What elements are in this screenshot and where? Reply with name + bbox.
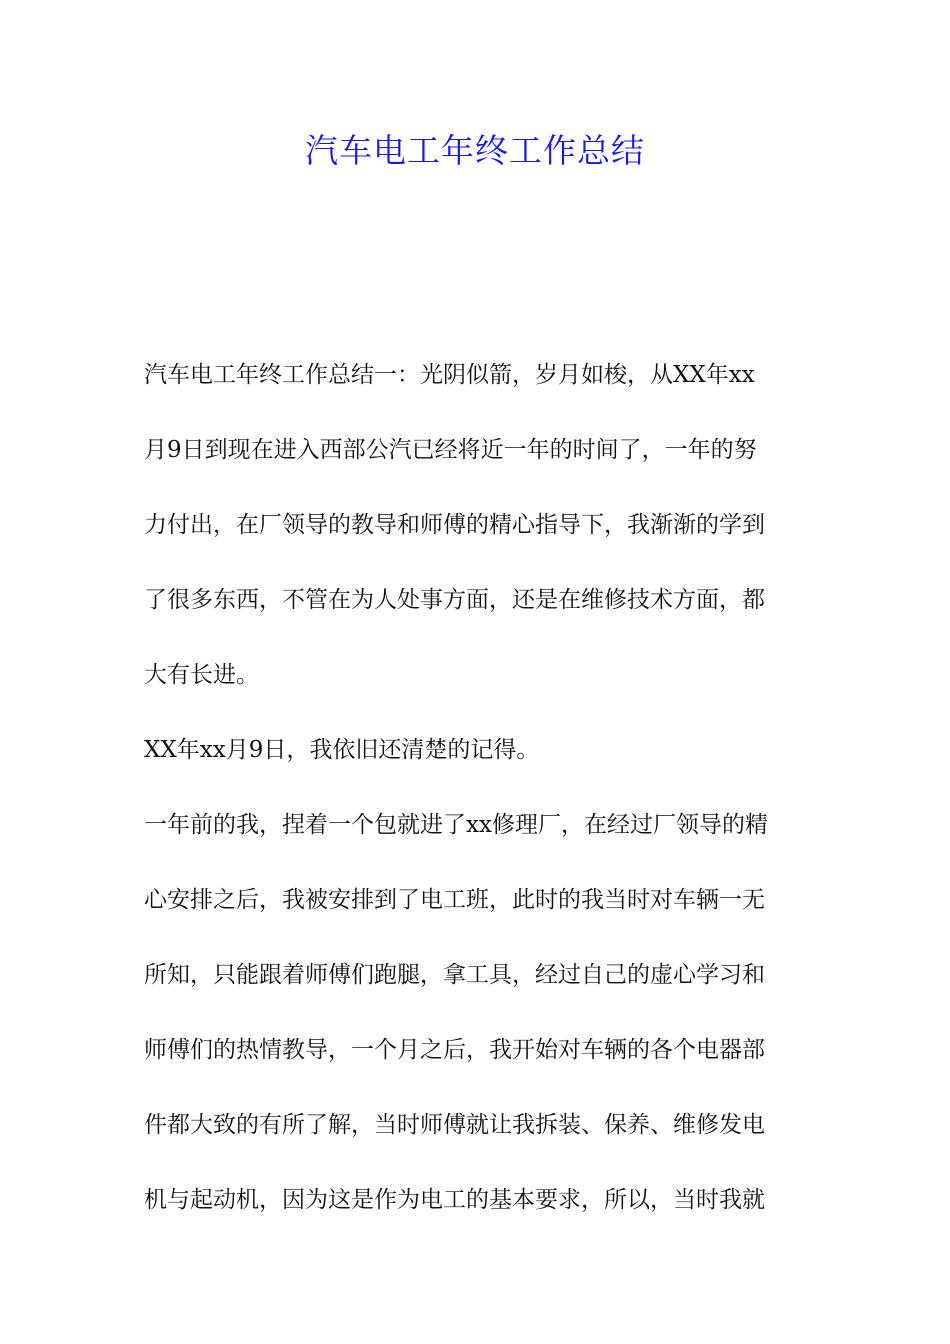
text-line: 心安排之后，我被安排到了电工班，此时的我当时对车辆一无 — [144, 887, 765, 913]
text-line: 汽车电工年终工作总结一：光阴似箭，岁月如梭，从XX年xx — [144, 362, 755, 388]
document-body — [144, 338, 806, 1238]
paragraph-2 — [144, 713, 806, 788]
paragraph-1 — [144, 338, 806, 713]
text-line: 所知，只能跟着师傅们跑腿，拿工具，经过自己的虚心学习和 — [144, 962, 765, 988]
text-line: XX年xx月9日，我依旧还清楚的记得。 — [144, 737, 540, 763]
text-line: 力付出，在厂领导的教导和师傅的精心指导下，我渐渐的学到 — [144, 512, 765, 538]
text-line: 机与起动机，因为这是作为电工的基本要求，所以，当时我就 — [144, 1187, 765, 1213]
text-line: 一年前的我，捏着一个包就进了xx修理厂，在经过厂领导的精 — [144, 812, 768, 838]
text-line: 月9日到现在进入西部公汽已经将近一年的时间了，一年的努 — [144, 437, 757, 463]
paragraph-3 — [144, 788, 806, 1238]
text-line: 师傅们的热情教导，一个月之后，我开始对车辆的各个电器部 — [144, 1037, 765, 1063]
text-line: 大有长进。 — [144, 662, 259, 688]
text-line: 了很多东西，不管在为人处事方面，还是在维修技术方面，都 — [144, 587, 765, 613]
document-title: 汽车电工年终工作总结 — [305, 131, 645, 170]
text-line: 件都大致的有所了解，当时师傅就让我拆装、保养、维修发电 — [144, 1112, 765, 1138]
